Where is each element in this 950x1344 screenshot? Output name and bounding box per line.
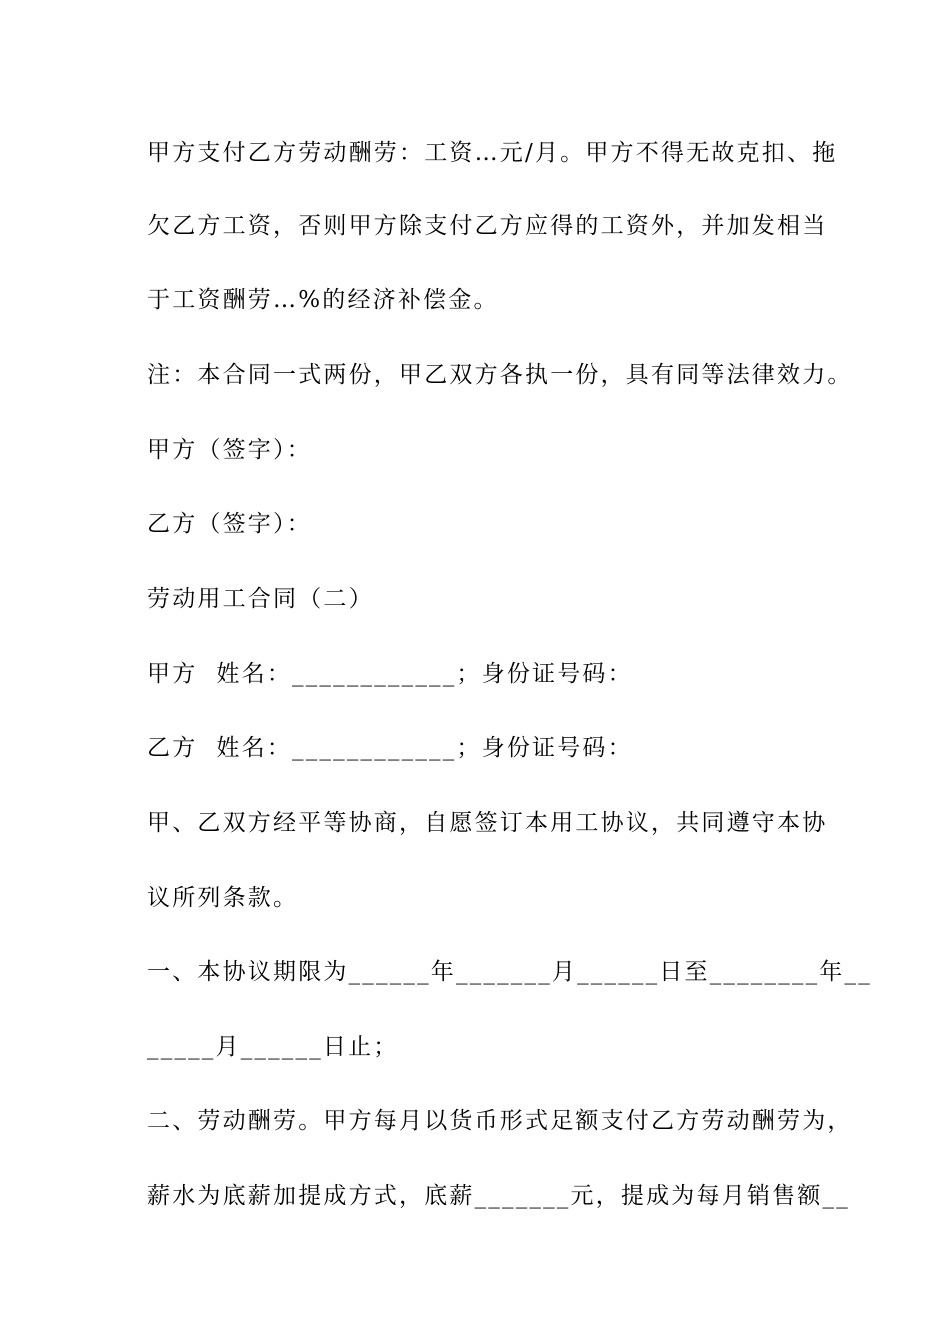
note-copies: 注：本合同一式两份，甲乙双方各执一份，具有同等法律效力。 (147, 362, 853, 388)
clause-wage-payment-line-2: 欠乙方工资，否则甲方除支付乙方应得的工资外，并加发相当 (147, 213, 828, 239)
preamble-line-1: 甲、乙双方经平等协商，自愿签订本用工协议，共同遵守本协 (147, 810, 828, 836)
clause-wage-payment-line-1: 甲方支付乙方劳动酬劳：工资…元/月。甲方不得无故克扣、拖 (147, 140, 838, 166)
party-b-signature: 乙方（签字）： (147, 511, 312, 537)
clause-wage-payment-line-3: 于工资酬劳…%的经济补偿金。 (147, 287, 499, 313)
party-b-info: 乙方 姓名：____________；身份证号码： (147, 735, 633, 761)
clause-term-line-2: _____月______日止； (147, 1034, 399, 1060)
party-a-signature: 甲方（签字）： (147, 437, 312, 463)
contract-title: 劳动用工合同（二） (147, 586, 374, 612)
preamble-line-2: 议所列条款。 (147, 885, 299, 911)
clause-remuneration-line-2: 薪水为底薪加提成方式，底薪_______元，提成为每月销售额__ (147, 1183, 850, 1209)
clause-remuneration-line-1: 二、劳动酬劳。甲方每月以货币形式足额支付乙方劳动酬劳为， (147, 1108, 853, 1134)
clause-term-line-1: 一、本协议期限为______年_______月______日至________年__ (147, 959, 872, 985)
party-a-info: 甲方 姓名：____________；身份证号码： (147, 661, 633, 687)
